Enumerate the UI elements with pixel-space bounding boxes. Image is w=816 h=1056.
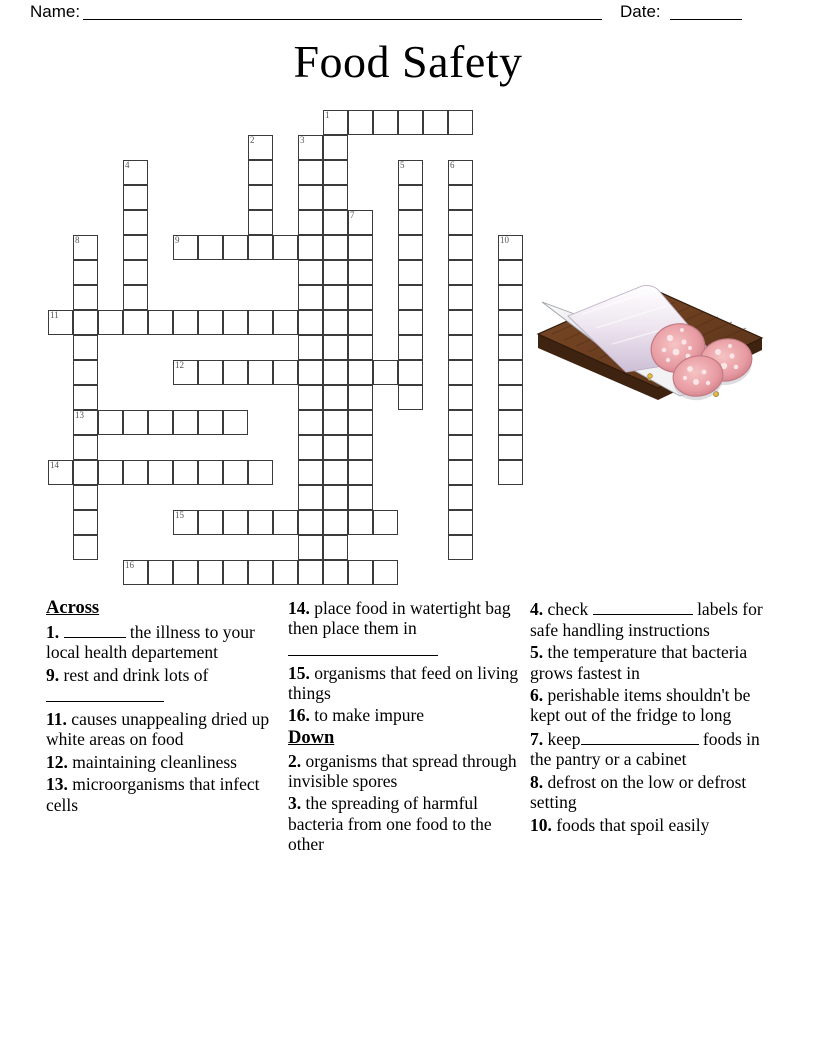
crossword-cell-start-14[interactable]: [48, 460, 73, 485]
crossword-cell[interactable]: [348, 560, 373, 585]
crossword-clue-number: 7: [350, 210, 355, 220]
clue-number: 4.: [530, 599, 544, 620]
crossword-clue-number: 12: [175, 360, 184, 370]
crossword-cell[interactable]: [248, 560, 273, 585]
crossword-cell[interactable]: [223, 460, 248, 485]
crossword-cell[interactable]: [273, 560, 298, 585]
crossword-cell[interactable]: [73, 360, 98, 385]
crossword-cell[interactable]: [348, 260, 373, 285]
clue-number: 11.: [46, 708, 67, 729]
crossword-cell[interactable]: [398, 310, 423, 335]
crossword-cell[interactable]: [323, 485, 348, 510]
clue-number: 2.: [288, 750, 302, 771]
crossword-cell-start-7[interactable]: [348, 210, 373, 235]
crossword-cell-start-11[interactable]: [48, 310, 73, 335]
crossword-cell[interactable]: [298, 510, 323, 535]
crossword-cell[interactable]: [298, 260, 323, 285]
crossword-cell[interactable]: [348, 460, 373, 485]
clue-answer-blank[interactable]: [288, 639, 438, 656]
crossword-cell[interactable]: [348, 235, 373, 260]
crossword-cell[interactable]: [348, 410, 373, 435]
crossword-cell[interactable]: [398, 235, 423, 260]
crossword-cell[interactable]: [123, 410, 148, 435]
crossword-cell[interactable]: [448, 360, 473, 385]
clue-number: 7.: [530, 729, 544, 749]
crossword-cell-start-16[interactable]: [123, 560, 148, 585]
crossword-cell[interactable]: [298, 535, 323, 560]
clues-section: [0, 598, 816, 998]
crossword-cell[interactable]: [323, 335, 348, 360]
clue-number: 5.: [530, 642, 544, 663]
crossword-cell[interactable]: [448, 385, 473, 410]
crossword-cell[interactable]: [248, 360, 273, 385]
name-label: Name:: [30, 2, 81, 21]
crossword-cell[interactable]: [348, 435, 373, 460]
crossword-cell[interactable]: [73, 285, 98, 310]
crossword-cell[interactable]: [298, 285, 323, 310]
crossword-cell-start-15[interactable]: [173, 510, 198, 535]
crossword-cell[interactable]: [248, 510, 273, 535]
crossword-cell[interactable]: [298, 460, 323, 485]
crossword-cell[interactable]: [323, 360, 348, 385]
clue-across-1: 1. the illness to your local health departement: [46, 621, 255, 663]
crossword-cell[interactable]: [248, 210, 273, 235]
crossword-cell[interactable]: [298, 435, 323, 460]
date-label: Date:: [620, 2, 661, 21]
crossword-cell[interactable]: [448, 110, 473, 135]
crossword-cell[interactable]: [173, 560, 198, 585]
crossword-cell[interactable]: [298, 160, 323, 185]
clue-down-2: 2. organisms that spread through invisible spores: [288, 750, 517, 792]
crossword-cell[interactable]: [123, 310, 148, 335]
crossword-cell[interactable]: [323, 510, 348, 535]
crossword-cell[interactable]: [223, 235, 248, 260]
crossword-cell-start-8[interactable]: [73, 235, 98, 260]
crossword-cell[interactable]: [248, 185, 273, 210]
crossword-cell[interactable]: [373, 360, 398, 385]
crossword-cell[interactable]: [398, 285, 423, 310]
crossword-cell[interactable]: [348, 485, 373, 510]
crossword-cell[interactable]: [498, 385, 523, 410]
clue-across-12: 12. maintaining cleanliness: [46, 751, 237, 772]
crossword-cell[interactable]: [198, 510, 223, 535]
clue-number: 14.: [288, 598, 310, 618]
crossword-cell[interactable]: [498, 460, 523, 485]
crossword-cell[interactable]: [73, 310, 98, 335]
crossword-clue-number: 5: [400, 160, 405, 170]
name-blank-line[interactable]: [83, 19, 602, 20]
crossword-cell[interactable]: [148, 410, 173, 435]
crossword-cell[interactable]: [73, 385, 98, 410]
crossword-cell[interactable]: [273, 235, 298, 260]
clue-number: 10.: [530, 814, 552, 835]
clue-down-7: 7. keep foods in the pantry or a cabinet: [530, 729, 760, 770]
crossword-cell[interactable]: [323, 385, 348, 410]
crossword-cell[interactable]: [398, 210, 423, 235]
crossword-cell[interactable]: [373, 510, 398, 535]
crossword-cell[interactable]: [498, 260, 523, 285]
clues-column-3: [530, 598, 770, 837]
crossword-cell[interactable]: [348, 510, 373, 535]
crossword-cell-start-1[interactable]: [323, 110, 348, 135]
clue-across-15: 15. organisms that feed on living things: [288, 662, 519, 703]
crossword-cell[interactable]: [398, 110, 423, 135]
clue-down-10: 10. foods that spoil easily: [530, 814, 710, 835]
crossword-cell[interactable]: [223, 360, 248, 385]
crossword-cell[interactable]: [298, 485, 323, 510]
crossword-cell[interactable]: [123, 235, 148, 260]
clue-number: 12.: [46, 751, 68, 772]
crossword-cell-start-10[interactable]: [498, 235, 523, 260]
crossword-cell[interactable]: [348, 335, 373, 360]
worksheet-header: [0, 0, 816, 34]
crossword-cell[interactable]: [323, 160, 348, 185]
crossword-cell[interactable]: [298, 310, 323, 335]
crossword-cell[interactable]: [448, 485, 473, 510]
crossword-cell[interactable]: [123, 210, 148, 235]
crossword-clue-number: 9: [175, 235, 180, 245]
clue-number: 6.: [530, 684, 544, 705]
crossword-cell[interactable]: [198, 310, 223, 335]
crossword-cell-start-4[interactable]: [123, 160, 148, 185]
crossword-cell[interactable]: [498, 435, 523, 460]
crossword-cell[interactable]: [73, 510, 98, 535]
crossword-cell[interactable]: [223, 560, 248, 585]
crossword-cell[interactable]: [223, 410, 248, 435]
crossword-cell[interactable]: [323, 185, 348, 210]
crossword-cell[interactable]: [348, 310, 373, 335]
crossword-cell[interactable]: [498, 410, 523, 435]
crossword-cell[interactable]: [123, 285, 148, 310]
crossword-cell[interactable]: [148, 310, 173, 335]
crossword-clue-number: 4: [125, 160, 130, 170]
crossword-cell[interactable]: [98, 410, 123, 435]
clue-across-13: 13. microorganisms that infect cells: [46, 774, 260, 815]
crossword-cell-start-2[interactable]: [248, 135, 273, 160]
crossword-cell[interactable]: [73, 460, 98, 485]
crossword-cell[interactable]: [173, 460, 198, 485]
page-title: Food Safety: [293, 36, 523, 87]
clue-number: 16.: [288, 705, 310, 726]
crossword-cell[interactable]: [298, 410, 323, 435]
crossword-cell[interactable]: [448, 335, 473, 360]
crossword-cell[interactable]: [223, 510, 248, 535]
crossword-cell[interactable]: [323, 285, 348, 310]
crossword-cell[interactable]: [448, 285, 473, 310]
crossword-cell[interactable]: [373, 110, 398, 135]
clue-number: 13.: [46, 774, 68, 795]
crossword-cell[interactable]: [323, 460, 348, 485]
crossword-cell[interactable]: [498, 335, 523, 360]
crossword-cell[interactable]: [323, 435, 348, 460]
clue-number: 3.: [288, 793, 302, 814]
clue-answer-blank[interactable]: [581, 728, 699, 745]
crossword-cell[interactable]: [173, 310, 198, 335]
crossword-clue-number: 14: [50, 460, 59, 470]
crossword-cell[interactable]: [273, 310, 298, 335]
crossword-clue-number: 2: [250, 135, 255, 145]
crossword-cell[interactable]: [73, 485, 98, 510]
crossword-cell[interactable]: [448, 260, 473, 285]
crossword-cell[interactable]: [273, 510, 298, 535]
crossword-clue-number: 15: [175, 510, 184, 520]
crossword-cell[interactable]: [498, 360, 523, 385]
crossword-cell[interactable]: [298, 385, 323, 410]
crossword-cell[interactable]: [298, 560, 323, 585]
clue-answer-blank[interactable]: [46, 685, 164, 702]
crossword-cell[interactable]: [398, 260, 423, 285]
clue-number: 9.: [46, 664, 60, 685]
crossword-clue-number: 8: [75, 235, 80, 245]
clue-answer-blank[interactable]: [593, 598, 693, 615]
crossword-cell[interactable]: [248, 310, 273, 335]
crossword-cell[interactable]: [398, 360, 423, 385]
crossword-cell[interactable]: [123, 260, 148, 285]
crossword-cell[interactable]: [348, 385, 373, 410]
crossword-cell[interactable]: [323, 260, 348, 285]
crossword-cell-start-13[interactable]: [73, 410, 98, 435]
crossword-cell[interactable]: [448, 510, 473, 535]
crossword-cell[interactable]: [323, 310, 348, 335]
crossword-cell[interactable]: [73, 335, 98, 360]
clue-across-14: 14. place food in watertight bag then place them in: [288, 598, 526, 661]
crossword-cell[interactable]: [298, 210, 323, 235]
crossword-cell[interactable]: [223, 310, 248, 335]
crossword-cell[interactable]: [423, 110, 448, 135]
clue-number: 8.: [530, 771, 544, 792]
crossword-cell[interactable]: [448, 435, 473, 460]
crossword-cell[interactable]: [323, 235, 348, 260]
crossword-cell[interactable]: [448, 235, 473, 260]
crossword-cell[interactable]: [448, 185, 473, 210]
crossword-cell-start-6[interactable]: [448, 160, 473, 185]
crossword-cell[interactable]: [298, 235, 323, 260]
crossword-cell[interactable]: [448, 210, 473, 235]
clues-column-2: [288, 598, 526, 857]
crossword-clue-number: 13: [75, 410, 84, 420]
down-heading: Down: [288, 727, 335, 748]
crossword-grid[interactable]: [48, 110, 548, 590]
crossword-cell[interactable]: [173, 410, 198, 435]
crossword-cell[interactable]: [198, 460, 223, 485]
crossword-cell[interactable]: [498, 310, 523, 335]
crossword-cell[interactable]: [248, 160, 273, 185]
crossword-cell[interactable]: [198, 410, 223, 435]
crossword-clue-number: 16: [125, 560, 134, 570]
crossword-clue-number: 10: [500, 235, 509, 245]
clue-down-4: 4. check labels for safe handling instructions: [530, 599, 763, 640]
crossword-cell[interactable]: [123, 185, 148, 210]
crossword-cell[interactable]: [98, 310, 123, 335]
crossword-cell-start-3[interactable]: [298, 135, 323, 160]
clue-down-6: 6. perishable items shouldn't be kept out of the fridge to long: [530, 684, 751, 726]
date-blank-line[interactable]: [670, 19, 742, 20]
crossword-cell[interactable]: [448, 460, 473, 485]
crossword-cell[interactable]: [273, 360, 298, 385]
crossword-cell[interactable]: [298, 360, 323, 385]
crossword-cell[interactable]: [323, 210, 348, 235]
salami-cutting-board-illustration: [530, 272, 770, 412]
crossword-cell[interactable]: [123, 460, 148, 485]
crossword-cell[interactable]: [98, 460, 123, 485]
crossword-cell[interactable]: [298, 335, 323, 360]
clue-down-8: 8. defrost on the low or defrost setting: [530, 771, 747, 813]
crossword-clue-number: 11: [50, 310, 59, 320]
crossword-cell[interactable]: [398, 335, 423, 360]
crossword-clue-number: 1: [325, 110, 330, 120]
crossword-cell-start-12[interactable]: [173, 360, 198, 385]
crossword-cell-start-5[interactable]: [398, 160, 423, 185]
crossword-cell[interactable]: [448, 310, 473, 335]
clue-number: 1.: [46, 621, 60, 642]
crossword-clue-number: 6: [450, 160, 455, 170]
crossword-cell[interactable]: [248, 460, 273, 485]
crossword-cell[interactable]: [73, 260, 98, 285]
clues-column-1: [46, 598, 282, 817]
crossword-cell[interactable]: [448, 535, 473, 560]
crossword-cell[interactable]: [373, 560, 398, 585]
crossword-cell[interactable]: [198, 235, 223, 260]
crossword-cell[interactable]: [323, 135, 348, 160]
crossword-cell[interactable]: [498, 285, 523, 310]
clue-answer-blank[interactable]: [64, 621, 126, 638]
crossword-cell[interactable]: [298, 185, 323, 210]
crossword-cell[interactable]: [148, 560, 173, 585]
crossword-cell[interactable]: [398, 185, 423, 210]
clue-across-9: 9. rest and drink lots of: [46, 665, 282, 707]
crossword-cell[interactable]: [148, 460, 173, 485]
crossword-clue-number: 3: [300, 135, 305, 145]
crossword-cell[interactable]: [348, 285, 373, 310]
clue-number: 15.: [288, 662, 310, 683]
crossword-cell[interactable]: [198, 560, 223, 585]
crossword-cell[interactable]: [248, 235, 273, 260]
crossword-cell[interactable]: [323, 410, 348, 435]
clue-down-5: 5. the temperature that bacteria grows fastest in: [530, 642, 748, 683]
crossword-cell[interactable]: [73, 535, 98, 560]
across-heading: Across: [46, 598, 100, 618]
crossword-cell[interactable]: [323, 535, 348, 560]
crossword-cell[interactable]: [398, 385, 423, 410]
crossword-cell[interactable]: [348, 360, 373, 385]
clue-across-11: 11. causes unappealing dried up white areas on food: [46, 708, 270, 750]
crossword-cell[interactable]: [323, 560, 348, 585]
crossword-cell-start-9[interactable]: [173, 235, 198, 260]
crossword-cell[interactable]: [448, 410, 473, 435]
crossword-cell[interactable]: [73, 435, 98, 460]
clue-across-16: 16. to make impure: [288, 705, 425, 726]
clue-down-3: 3. the spreading of harmful bacteria from one food to the other: [288, 793, 492, 855]
crossword-cell[interactable]: [198, 360, 223, 385]
crossword-cell[interactable]: [348, 110, 373, 135]
